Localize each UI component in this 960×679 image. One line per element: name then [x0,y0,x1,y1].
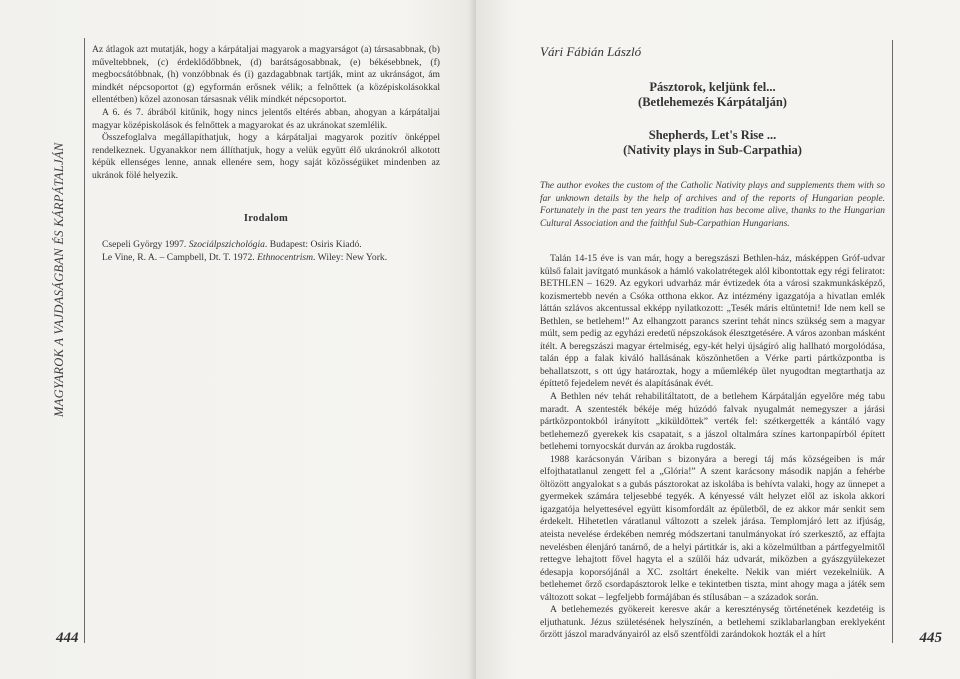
paragraph: Összefoglalva megállapíthatjuk, hogy a kárpátaljai magyarok pozitív önképpel rendelkeznek. Ugyanakkor nem állíthatjuk, hogy a velük együtt élő ukránokról alkotott képük ellenséges lenne, annak ellenére sem, hogy saját közösségüket mindenben az ukránok fölé helyezik. [92,132,440,181]
reference-entry [92,252,440,265]
left-page [0,0,476,679]
reference-title: Ethnocentrism [257,251,314,263]
article-author: Vári Fábián László [540,44,642,59]
reference-authors: Le Vine, R. A. – Campbell, Dt. T. 1972. [102,251,255,263]
reference-authors: Csepeli György 1997. [102,239,187,251]
article-title-hungarian [540,80,885,110]
reference-title: Szociálpszichológia [188,239,265,251]
paragraph: A betlehemezés gyökereit keresve akár a kereszténység történetének kezdetéig is eljuthatunk. Jézus születésének helyszínén, a betlehemi sziklabarlangban ereklyeként őrzött jászol maradványairól az első szentföldi zarándokok hozták el a hírt [540,604,885,641]
right-page [476,0,960,679]
title-line: (Nativity plays in Sub-Carpathia) [623,143,802,157]
running-title-vertical: MAGYAROK A VAJDASÁGBAN ÉS KÁRPÁTALJÁN [52,142,66,418]
paragraph: A 6. és 7. ábrából kitűnik, hogy nincs jelentős eltérés abban, ahogyan a kárpátaljai magyar középiskolások és felnőttek a magyarokat és az ukránokat szemlélik. [92,106,440,131]
references-heading: Irodalom [243,212,289,224]
reference-entry [92,239,440,252]
page-number: 445 [919,630,942,646]
title-line: Shepherds, Let's Rise ... [648,128,777,142]
paragraph: 1988 karácsonyán Váriban s bizonyára a beregi táj más községeiben is már elfojthatatlanul zengett fel a „Glória!” A szent karácsony második napján a fehérbe öltözött angyalokat s a gubás pásztorokat az iskolába is behívta valaki, hogy az ünnepet a gyermekek számára teljesebbé tegyék. A kényessé vált helyzet elől az iskola akkori igazgatója helyettesével együtt kisomfordált az épületből, de ez akkor már senkit sem érdekelt. Hihetetlen váratlanul változott a szelek járása. Templomjáró lett az ifjúság, ateista nevelése érdekében nemrég módszertani tanulmányokat író szerkesztő, az effajta nevelésben élenjáró tanárnő, de a helyi pártitkár is, aki a közelmúltban a pártfegyelmitől rettegve lehajtott fővel hagyta el a szülői ház udvarát, miközben a gyászgyülekezet édesapja koporsójánál a XC. zsoltárt énekelte. Nekik van miért vezekelniük. A betlehemet őrző csordapásztorok lelke e tekintetben tiszta, mint ahogy maga a játék sem változott sokat – legfeljebb formájában és stílusában – a századok során. [540,453,885,603]
side-rule [892,40,893,643]
article-title-english [540,128,885,158]
title-line: (Betlehemezés Kárpátalján) [638,95,787,109]
paragraph: Talán 14-15 éve is van már, hogy a beregszászi Bethlen-ház, másképpen Gróf-udvar külső falait javítgató munkások a hámló vakolatrétegek alól kibontottak egy régi feliratot: BETHLEN – 1629. Az egykori udvarház már évtizedek óta a városi szakmunkásképző, kozismertebb nevén a Csóka otthona ekkor. Az intézmény igazgatója a hivatlan emlék láttán szlávos akcentussal ekképp nyilatkozott: „Tesék máris eltüntetni! Ide nem kell se Bethlen, se betlehem!” Az elhangzott parancs szerint tehát nincs szükség sem a magyar múlt, sem pedig az egyházi eredetű népszokások élesztgetésére. A város azonban másként ítélt. A beregszászi magyar értelmiség, egy-két helyi újságíró alig hallható morgolódása, talán épp a falak kiváló hallásának köszönhetően a Vérke parti pártközpontba is behallatszott, s ott úgy határoztak, hogy a műemlékép ület nyugodtan megtarthatja az építtető fejedelem nevét és alapításának évét. [540,253,885,390]
left-body-text [92,44,440,264]
right-body-text [540,253,885,642]
article-abstract: The author evokes the custom of the Catholic Nativity plays and supplements them with so far unknown details by the help of archives and of the reports of Hungarian people. Fortunately in the past ten years the tradition has become alive, thanks to the Hungarian Cultural Association and the faithful Sub-Carpathian Hungarians. [540,181,885,229]
reference-publisher: . Budapest: Osiris Kiadó. [264,239,362,251]
reference-publisher: . Wiley: New York. [313,251,388,263]
paragraph: Az átlagok azt mutatják, hogy a kárpátaljai magyarok a magyarságot (a) társasabbnak, (b) műveltebbnek, (c) érdeklődőbbnek, (d) barátságosabbnak, (e) békésebbnek, (f) megbocsátóbbnak, (h) vonzóbbnak és (i) gazdagabbnak tartják, mint az ukránságot, ám mindkét népcsoportot (g) egyformán erősnek vélik; a felnőttek (a középiskolásokkal ellentétben) közel azonosan társasnak vélik mindkét népcsoportot. [92,44,440,106]
title-line: Pásztorok, keljünk fel... [649,80,776,94]
side-rule [84,38,85,643]
paragraph: A Bethlen név tehát rehabilitáltatott, de a betlehem Kárpátalján egyelőre még tabu maradt. A szentesték békéje még húzódó falvak nyugalmát nemegyszer a járási pártközpontokból irányított „kiküldöttek” verték fel: szétkergették a kántáló vagy betlehemező gyerekek kis csapatait, s a jászol oltalmára színes kartonpapírból épített betlehemi tornyocskát durván az árokba rugdosták. [540,391,885,453]
page-number: 444 [56,630,79,646]
